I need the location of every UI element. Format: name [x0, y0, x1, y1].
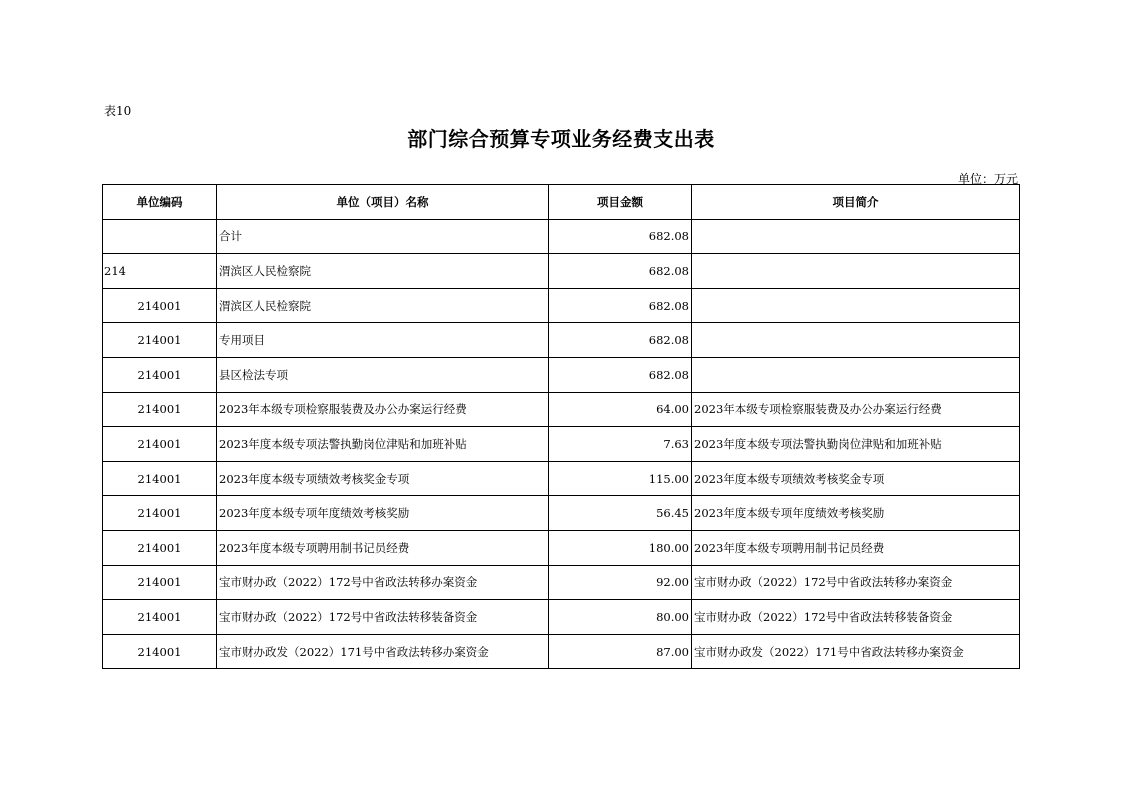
- table-row: [103, 254, 1020, 289]
- cell-unit-name: 2023年度本级专项聘用制书记员经费: [217, 530, 549, 565]
- cell-unit-name: 2023年度本级专项法警执勤岗位津贴和加班补贴: [217, 427, 549, 462]
- cell-description: 宝市财办政（2022）172号中省政法转移办案资金: [692, 565, 1020, 600]
- cell-amount: 682.08: [549, 288, 692, 323]
- cell-unit-name: 宝市财办政（2022）172号中省政法转移装备资金: [217, 600, 549, 635]
- cell-amount: 682.08: [549, 357, 692, 392]
- cell-unit-name: 县区检法专项: [217, 357, 549, 392]
- table-row: [103, 392, 1020, 427]
- cell-amount: 682.08: [549, 254, 692, 289]
- cell-unit-name: 渭滨区人民检察院: [217, 288, 549, 323]
- cell-unit-code: 214001: [103, 357, 217, 392]
- table-number: 表10: [104, 104, 132, 118]
- cell-unit-code: 214001: [103, 461, 217, 496]
- cell-amount: 56.45: [549, 496, 692, 531]
- table-row: [103, 323, 1020, 358]
- cell-description: 2023年本级专项检察服装费及办公办案运行经费: [692, 392, 1020, 427]
- table-row: [103, 461, 1020, 496]
- cell-unit-code: 214001: [103, 530, 217, 565]
- table-row: [103, 634, 1020, 669]
- table-row: [103, 496, 1020, 531]
- cell-amount: 115.00: [549, 461, 692, 496]
- unit-label: 单位：万元: [957, 172, 1018, 186]
- cell-amount: 682.08: [549, 323, 692, 358]
- cell-description: 2023年度本级专项聘用制书记员经费: [692, 530, 1020, 565]
- cell-unit-code: 214001: [103, 323, 217, 358]
- cell-description: 宝市财办政发（2022）171号中省政法转移办案资金: [692, 634, 1020, 669]
- table-row: [103, 357, 1020, 392]
- cell-unit-code: 214001: [103, 565, 217, 600]
- cell-description: 2023年度本级专项法警执勤岗位津贴和加班补贴: [692, 427, 1020, 462]
- cell-unit-code: 214001: [103, 288, 217, 323]
- cell-unit-code: 214: [103, 254, 217, 289]
- table-header: [103, 185, 1020, 220]
- column-header-name: 单位（项目）名称: [217, 185, 549, 220]
- cell-amount: 80.00: [549, 600, 692, 635]
- cell-unit-name: 2023年度本级专项绩效考核奖金专项: [217, 461, 549, 496]
- cell-unit-name: 合计: [217, 219, 549, 254]
- cell-unit-name: 2023年本级专项检察服装费及办公办案运行经费: [217, 392, 549, 427]
- cell-unit-code: 214001: [103, 496, 217, 531]
- cell-unit-name: 宝市财办政发（2022）171号中省政法转移办案资金: [217, 634, 549, 669]
- table-row: [103, 600, 1020, 635]
- table-row: [103, 427, 1020, 462]
- cell-unit-code: 214001: [103, 634, 217, 669]
- cell-unit-name: 宝市财办政（2022）172号中省政法转移办案资金: [217, 565, 549, 600]
- budget-table: [102, 184, 1020, 669]
- cell-amount: 64.00: [549, 392, 692, 427]
- table-body: [103, 219, 1020, 669]
- table-row: [103, 565, 1020, 600]
- column-header-amount: 项目金额: [549, 185, 692, 220]
- cell-description: 宝市财办政（2022）172号中省政法转移装备资金: [692, 600, 1020, 635]
- cell-description: [692, 323, 1020, 358]
- table-row: [103, 530, 1020, 565]
- cell-unit-code: 214001: [103, 427, 217, 462]
- cell-description: [692, 288, 1020, 323]
- cell-description: [692, 357, 1020, 392]
- cell-description: [692, 254, 1020, 289]
- cell-description: [692, 219, 1020, 254]
- page-title: 部门综合预算专项业务经费支出表: [407, 127, 715, 151]
- column-header-code: 单位编码: [103, 185, 217, 220]
- cell-unit-code: 214001: [103, 392, 217, 427]
- column-header-description: 项目简介: [692, 185, 1020, 220]
- cell-unit-name: 渭滨区人民检察院: [217, 254, 549, 289]
- header-row: [103, 185, 1020, 220]
- table-row: [103, 219, 1020, 254]
- cell-unit-name: 专用项目: [217, 323, 549, 358]
- cell-amount: 180.00: [549, 530, 692, 565]
- cell-unit-name: 2023年度本级专项年度绩效考核奖励: [217, 496, 549, 531]
- cell-amount: 92.00: [549, 565, 692, 600]
- table-row: [103, 288, 1020, 323]
- cell-description: 2023年度本级专项年度绩效考核奖励: [692, 496, 1020, 531]
- cell-description: 2023年度本级专项绩效考核奖金专项: [692, 461, 1020, 496]
- cell-amount: 7.63: [549, 427, 692, 462]
- cell-unit-code: 214001: [103, 600, 217, 635]
- cell-amount: 87.00: [549, 634, 692, 669]
- cell-amount: 682.08: [549, 219, 692, 254]
- cell-unit-code: [103, 219, 217, 254]
